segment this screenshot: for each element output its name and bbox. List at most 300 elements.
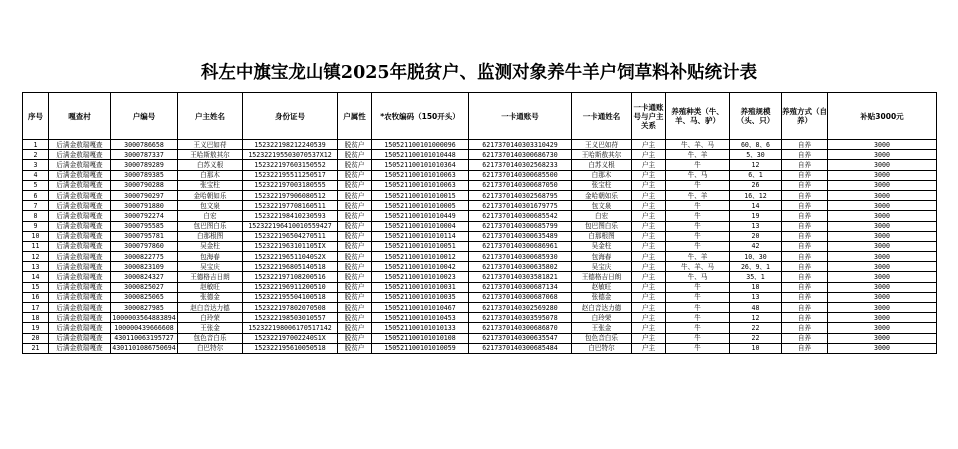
table-cell: 150521100101010005 [372, 201, 469, 211]
table-cell: 6217370140300685484 [469, 343, 572, 353]
table-cell: 6217370140300685799 [469, 221, 572, 231]
column-header: 户编号 [111, 93, 178, 140]
table-row [23, 343, 937, 353]
table-cell: 3000 [828, 140, 937, 150]
table-cell: 户主 [632, 313, 666, 323]
table-cell: 张德金 [178, 292, 243, 302]
table-cell: 张宝柱 [572, 180, 632, 190]
table-cell: 3000797860 [111, 241, 178, 251]
table-cell: 脱贫户 [338, 211, 372, 221]
table-cell: 包海春 [178, 252, 243, 262]
table-cell: 王义巴如苻 [178, 140, 243, 150]
table-cell: 后满金敖瑞嘎查 [49, 252, 111, 262]
table-cell: 白那根图 [572, 231, 632, 241]
table-cell: 脱贫户 [338, 231, 372, 241]
table-cell: 脱贫户 [338, 333, 372, 343]
table-cell: 自养 [782, 241, 828, 251]
table-cell: 3000 [828, 180, 937, 190]
table-cell: 包海春 [572, 252, 632, 262]
table-row [23, 231, 937, 241]
table-cell: 后满金敖瑞嘎查 [49, 241, 111, 251]
table-cell: 牛、羊 [666, 252, 730, 262]
table-cell: 自养 [782, 333, 828, 343]
table-cell: 白宏 [178, 211, 243, 221]
table-cell: 自养 [782, 231, 828, 241]
table-cell: 20 [730, 231, 782, 241]
table-cell: 脱贫户 [338, 190, 372, 200]
table-cell: 6217370140302568233 [469, 160, 572, 170]
table-cell: 包巴图白乐 [572, 221, 632, 231]
table-cell: 牛 [666, 160, 730, 170]
table-cell: 3000 [828, 221, 937, 231]
table-cell: 10 [730, 343, 782, 353]
table-cell: 3000 [828, 282, 937, 292]
table-cell: 户主 [632, 180, 666, 190]
table-cell: 包文泉 [572, 201, 632, 211]
table-cell: 5 [23, 180, 49, 190]
table-cell: 赵白音达力德 [178, 303, 243, 313]
table-cell: 4301101086750694 [112, 344, 176, 353]
column-header: *农牧编码（150开头） [372, 93, 469, 140]
table-cell: 3000790288 [111, 180, 178, 190]
table-cell: 152322196504270511 [243, 231, 338, 241]
table-cell: 150521100101010467 [372, 303, 469, 313]
table-cell: 脱贫户 [338, 272, 372, 282]
table-cell: 牛 [666, 292, 730, 302]
column-header: 养殖种类（牛、羊、马、驴） [666, 93, 730, 140]
table-cell: 6 [23, 190, 49, 200]
column-header: 一卡通姓名 [572, 93, 632, 140]
table-cell: 后满金敖瑞嘎查 [49, 313, 111, 323]
table-cell: 脱贫户 [338, 303, 372, 313]
table-cell: 42 [730, 241, 782, 251]
table-cell: 自养 [782, 323, 828, 333]
table-cell: 3000827985 [111, 303, 178, 313]
table-cell: 脱贫户 [338, 313, 372, 323]
column-header: 养殖方式（自养） [782, 93, 828, 140]
table-cell: 户主 [632, 190, 666, 200]
table-cell: 6217370140300686730 [469, 150, 572, 160]
table-cell: 17 [23, 303, 49, 313]
table-cell: 6、1 [730, 170, 782, 180]
table-cell: 48 [730, 303, 782, 313]
table-cell: 150521100101010015 [372, 190, 469, 200]
table-cell: 自养 [782, 292, 828, 302]
table-cell: 14 [23, 272, 49, 282]
table-cell: 152322195610050518 [243, 343, 338, 353]
table-cell: 户主 [632, 150, 666, 160]
table-cell: 吴宝庆 [572, 262, 632, 272]
table-cell: 3000789385 [111, 170, 178, 180]
table-cell: 10、30 [730, 252, 782, 262]
table-cell: 脱贫户 [338, 323, 372, 333]
table-cell: 6217370140300635802 [469, 262, 572, 272]
table-cell: 白玲荣 [178, 313, 243, 323]
table-cell: 3000790297 [111, 190, 178, 200]
table-cell: 后满金敖瑞嘎查 [49, 190, 111, 200]
table-cell: 户主 [632, 323, 666, 333]
table-cell: 赵敏旺 [178, 282, 243, 292]
table-cell: 3000 [828, 160, 937, 170]
table-cell: 白那木 [572, 170, 632, 180]
table-cell: 150521100101010364 [372, 160, 469, 170]
table-row [23, 211, 937, 221]
table-cell: 10 [23, 231, 49, 241]
table-cell: 赵白音达力德 [572, 303, 632, 313]
column-header: 户主姓名 [178, 93, 243, 140]
table-cell: 脱贫户 [338, 170, 372, 180]
table-cell: 牛 [666, 333, 730, 343]
table-cell: 户主 [632, 252, 666, 262]
table-cell: 3000791880 [111, 201, 178, 211]
table-cell: 100000439666608 [111, 323, 178, 333]
table-cell: 150521100101010108 [372, 333, 469, 343]
table-cell: 3000 [828, 211, 937, 221]
table-cell: 户主 [632, 140, 666, 150]
table-cell: 脱贫户 [338, 292, 372, 302]
table-cell: 152322197108200516 [243, 272, 338, 282]
table-header [23, 93, 937, 140]
table-cell: 吴宝庆 [178, 262, 243, 272]
column-header: 一卡通账号 [469, 93, 572, 140]
column-header: 身份证号 [243, 93, 338, 140]
table-cell: 脱贫户 [338, 262, 372, 272]
table-cell: 脱贫户 [338, 343, 372, 353]
table-cell: 后满金敖瑞嘎查 [49, 272, 111, 282]
table-cell: 后满金敖瑞嘎查 [49, 282, 111, 292]
table-cell: 户主 [632, 221, 666, 231]
table-cell: 6217370140300685542 [469, 211, 572, 221]
table-cell: 牛 [666, 323, 730, 333]
table-cell: 152322195504100518 [243, 292, 338, 302]
table-cell: 牛 [666, 201, 730, 211]
table-cell: 13 [730, 221, 782, 231]
table-cell: 150521100101010449 [372, 211, 469, 221]
table-cell: 后满金敖瑞嘎查 [49, 160, 111, 170]
table-cell: 金哈朝如乐 [178, 190, 243, 200]
table-cell: 户主 [632, 211, 666, 221]
table-cell: 3000824327 [111, 272, 178, 282]
table-cell: 152322197603150552 [243, 160, 338, 170]
table-cell: 11 [23, 241, 49, 251]
table-cell: 26、9、1 [730, 262, 782, 272]
table-cell: 21 [23, 343, 49, 353]
table-cell: 150521100101010063 [372, 180, 469, 190]
table-cell: 6217370140303581821 [469, 272, 572, 282]
table-cell: 自养 [782, 170, 828, 180]
table-cell: 自养 [782, 140, 828, 150]
table-cell: 150521100101010448 [372, 150, 469, 160]
table-cell: 自养 [782, 272, 828, 282]
table-cell: 牛、马 [666, 170, 730, 180]
table-row [23, 303, 937, 313]
table-cell: 150521100101010012 [372, 252, 469, 262]
table-cell: 王德格吉日朗 [178, 272, 243, 282]
table-cell: 自养 [782, 150, 828, 160]
table-cell: 3000795781 [111, 231, 178, 241]
table-cell: 后满金敖瑞嘎查 [49, 231, 111, 241]
table-row [23, 292, 937, 302]
table-cell: 13 [23, 262, 49, 272]
table-cell: 3000789289 [111, 160, 178, 170]
table-cell: 19 [23, 323, 49, 333]
table-row [23, 180, 937, 190]
table-cell: 152322196911200510 [243, 282, 338, 292]
table-cell: 150521100101000096 [372, 140, 469, 150]
table-cell: 6217370140302569280 [469, 303, 572, 313]
table-cell: 后满金敖瑞嘎查 [49, 150, 111, 160]
table-cell: 户主 [632, 160, 666, 170]
table-cell: 后满金敖瑞嘎查 [49, 170, 111, 180]
table-cell: 后满金敖瑞嘎查 [49, 201, 111, 211]
table-cell: 户主 [632, 241, 666, 251]
table-cell: 白巴特尔 [572, 343, 632, 353]
table-cell: 1 [23, 140, 49, 150]
table-cell: 3000 [828, 170, 937, 180]
table-cell: 16 [23, 292, 49, 302]
table-cell: 张宝柱 [178, 180, 243, 190]
table-cell: 王德格吉日朗 [572, 272, 632, 282]
table-cell: 户主 [632, 231, 666, 241]
table-cell: 150521100101010453 [372, 313, 469, 323]
table-cell: 户主 [632, 262, 666, 272]
table-cell: 150521100101010031 [372, 282, 469, 292]
table-cell: 6217370140300635489 [469, 231, 572, 241]
table-cell: 152322195511250517 [243, 170, 338, 180]
table-cell: 6217370140300685500 [469, 170, 572, 180]
table-cell: 牛、羊、马 [666, 262, 730, 272]
table-cell: 包巴图白乐 [178, 221, 243, 231]
table-cell: 脱贫户 [338, 140, 372, 150]
table-cell: 户主 [632, 303, 666, 313]
table-cell: 自养 [782, 160, 828, 170]
table-cell: 3000 [828, 272, 937, 282]
table-cell: 后满金敖瑞嘎查 [49, 333, 111, 343]
table-cell: 自养 [782, 262, 828, 272]
table-cell: 3000 [828, 231, 937, 241]
table-cell: 牛 [666, 343, 730, 353]
table-cell: 包色音白乐 [572, 333, 632, 343]
table-cell: 5、30 [730, 150, 782, 160]
table-cell: 16、12 [730, 190, 782, 200]
table-cell: 13 [730, 292, 782, 302]
table-cell: 王张金 [572, 323, 632, 333]
table-row [23, 170, 937, 180]
table-cell: 后满金敖瑞嘎查 [49, 303, 111, 313]
table-cell: 3000792274 [111, 211, 178, 221]
table-row [23, 282, 937, 292]
table-row [23, 262, 937, 272]
table-body [23, 140, 937, 354]
table-cell: 9 [23, 221, 49, 231]
table-cell: 户主 [632, 282, 666, 292]
table-cell: 王哈斯敖其尔 [178, 150, 243, 160]
column-header: 补贴3000元 [828, 93, 937, 140]
table-cell: 白那根图 [178, 231, 243, 241]
table-cell: 王张金 [178, 323, 243, 333]
table-cell: 3000 [828, 343, 937, 353]
table-cell: 白那木 [178, 170, 243, 180]
table-cell: 自养 [782, 252, 828, 262]
table-cell: 脱贫户 [338, 282, 372, 292]
table-cell: 4 [23, 170, 49, 180]
table-cell: 户主 [632, 272, 666, 282]
table-cell: 26 [730, 180, 782, 190]
table-cell: 6217370140300687134 [469, 282, 572, 292]
table-cell: 后满金敖瑞嘎查 [49, 221, 111, 231]
table-cell: 3000795585 [111, 221, 178, 231]
table-cell: 150521100101010063 [372, 170, 469, 180]
table-cell: 3000 [828, 303, 937, 313]
table-row [23, 252, 937, 262]
table-cell: 3000787337 [111, 150, 178, 160]
table-cell: 19 [730, 211, 782, 221]
table-cell: 自养 [782, 211, 828, 221]
table-cell: 牛 [666, 221, 730, 231]
table-cell: 152322197003180555 [243, 180, 338, 190]
table-cell: 3000786658 [111, 140, 178, 150]
table-cell: 18 [23, 313, 49, 323]
table-cell: 6217370140301679775 [469, 201, 572, 211]
table-cell: 3000822775 [111, 252, 178, 262]
table-cell: 6217370140303310429 [469, 140, 572, 150]
table-cell: 150521100101010035 [372, 292, 469, 302]
table-row [23, 201, 937, 211]
table-cell: 脱贫户 [338, 221, 372, 231]
table-cell: 白玲荣 [572, 313, 632, 323]
table-cell: 430110063195727 [111, 333, 178, 343]
table-cell: 自养 [782, 180, 828, 190]
table-cell: 3000 [828, 150, 937, 160]
table-cell: 6217370140300687068 [469, 292, 572, 302]
table-cell: 户主 [632, 170, 666, 180]
table-cell: 自养 [782, 190, 828, 200]
table-cell: 22 [730, 323, 782, 333]
table-cell: 后满金敖瑞嘎查 [49, 343, 111, 353]
table-cell: 152322197708160511 [243, 201, 338, 211]
table-cell: 牛、羊 [666, 190, 730, 200]
table-cell: 150521100101010133 [372, 323, 469, 333]
table-cell: 3000 [828, 292, 937, 302]
table-row [23, 333, 937, 343]
table-cell: 牛 [666, 241, 730, 251]
table-cell: 152322197906080512 [243, 190, 338, 200]
table-cell: 3 [23, 160, 49, 170]
table-cell: 6217370140300686870 [469, 323, 572, 333]
table-cell: 牛、马 [666, 272, 730, 282]
table-cell: 152322196805140518 [243, 262, 338, 272]
table-cell: 牛 [666, 282, 730, 292]
table-cell: 脱贫户 [338, 150, 372, 160]
table-row [23, 272, 937, 282]
table-row [23, 313, 937, 323]
table-cell: 自养 [782, 201, 828, 211]
table-cell: 自养 [782, 282, 828, 292]
table-cell: 户主 [632, 343, 666, 353]
table-cell: 152322198503010557 [243, 313, 338, 323]
table-cell: 12 [730, 313, 782, 323]
table-cell: 150521100101010051 [372, 241, 469, 251]
table-cell: 自养 [782, 221, 828, 231]
table-cell: 152322198212240539 [243, 140, 338, 150]
table-cell: 150521100101010114 [372, 231, 469, 241]
table-cell: 35、1 [730, 272, 782, 282]
table-cell: 150521100101010004 [372, 221, 469, 231]
table-cell: 后满金敖瑞嘎查 [49, 262, 111, 272]
table-cell: 赵敏旺 [572, 282, 632, 292]
table-cell: 3000 [828, 201, 937, 211]
table-cell: 7 [23, 201, 49, 211]
table-cell: 3000 [828, 262, 937, 272]
table-cell: 6217370140300685930 [469, 252, 572, 262]
table-cell: 1523221963101105IX [243, 241, 338, 251]
table-cell: 牛 [666, 231, 730, 241]
column-header: 户属性 [338, 93, 372, 140]
table-cell: 3000825065 [111, 292, 178, 302]
table-cell: 3000825027 [111, 282, 178, 292]
table-cell: 150521100101010059 [372, 343, 469, 353]
column-header: 序号 [23, 93, 49, 140]
table-row [23, 150, 937, 160]
table-cell: 后满金敖瑞嘎查 [49, 211, 111, 221]
column-header: 嘎查村 [49, 93, 111, 140]
table-cell: 白苏义根 [572, 160, 632, 170]
table-cell: 150521100101010042 [372, 262, 469, 272]
table-cell: 20 [23, 333, 49, 343]
table-cell: 6217370140302568795 [469, 190, 572, 200]
table-cell: 22 [730, 333, 782, 343]
table-row [23, 140, 937, 150]
table-cell: 3000823109 [111, 262, 178, 272]
table-cell: 3000 [828, 252, 937, 262]
table-cell: 6217370140300635547 [469, 333, 572, 343]
table-cell: 户主 [632, 333, 666, 343]
table-cell: 脱贫户 [338, 180, 372, 190]
table-row [23, 160, 937, 170]
table-cell: 牛、羊、马 [666, 140, 730, 150]
table-cell: 牛、羊 [666, 150, 730, 160]
table-cell: 牛 [666, 180, 730, 190]
table-cell: 6217370140300686961 [469, 241, 572, 251]
table-cell: 12 [23, 252, 49, 262]
table-row [23, 241, 937, 251]
table-cell: 3000 [828, 241, 937, 251]
table-cell: 3000 [828, 190, 937, 200]
table-cell: 152322197802070508 [243, 303, 338, 313]
table-cell: 152322198410230593 [243, 211, 338, 221]
table-cell: 牛 [666, 313, 730, 323]
table-cell: 152322198006170517142 [243, 323, 338, 333]
table-cell: 14 [730, 201, 782, 211]
table-cell: 脱贫户 [338, 160, 372, 170]
table-cell: 后满金敖瑞嘎查 [49, 292, 111, 302]
header-row [23, 93, 937, 140]
table-cell: 8 [23, 211, 49, 221]
table-cell: 包色音白乐 [178, 333, 243, 343]
table-cell: 王哈斯敖其尔 [572, 150, 632, 160]
table-cell: 60、8、6 [730, 140, 782, 150]
table-cell: 吴金柱 [572, 241, 632, 251]
table-cell: 3000 [828, 333, 937, 343]
table-cell: 吴金柱 [178, 241, 243, 251]
table-cell: 户主 [632, 201, 666, 211]
table-cell: 150521100101010023 [372, 272, 469, 282]
table-cell: 包文泉 [178, 201, 243, 211]
table-cell: 3000 [828, 323, 937, 333]
table-cell: 自养 [782, 343, 828, 353]
table-cell: 牛 [666, 211, 730, 221]
subsidy-table [22, 92, 937, 354]
